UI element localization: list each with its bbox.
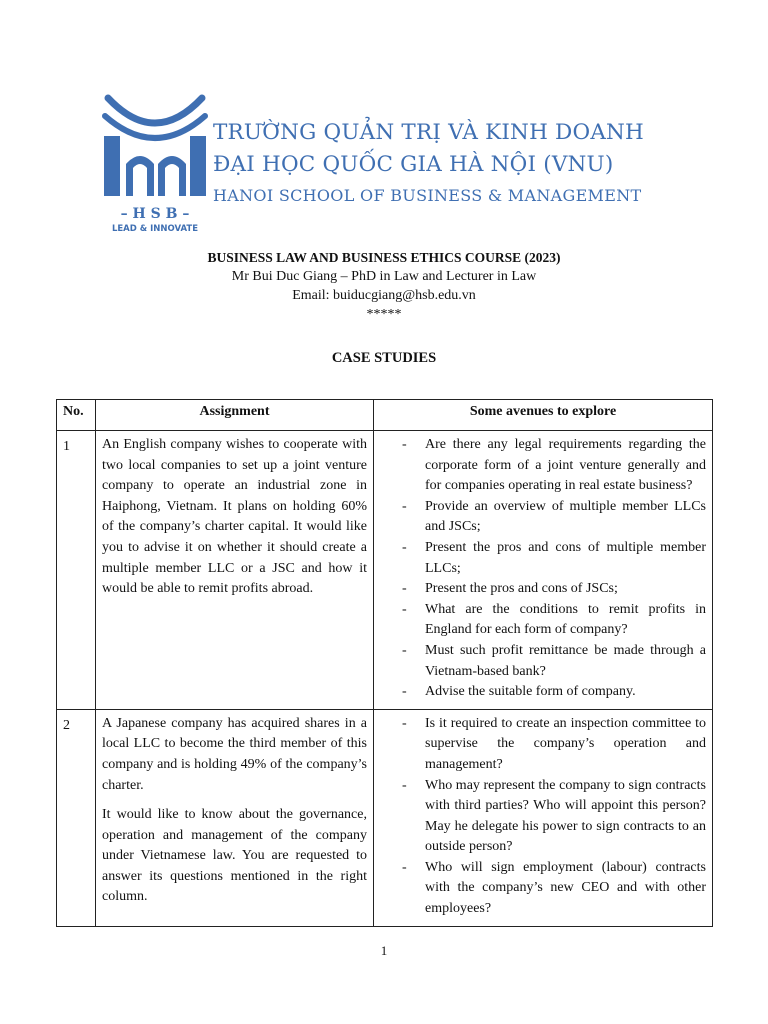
list-item: - Present the pros and cons of JSCs; — [382, 579, 706, 600]
course-header — [0, 248, 768, 324]
list-item: - Must such profit remittance be made through a Vietnam-based bank? — [382, 641, 706, 682]
separator: ***** — [366, 307, 402, 322]
assignment-cell — [96, 431, 374, 710]
list-item: - Advise the suitable form of company. — [382, 682, 706, 703]
table-header-row — [57, 400, 713, 431]
header-no: No. — [57, 400, 96, 431]
page-number: 1 — [380, 943, 388, 958]
avenues-list — [382, 435, 706, 703]
table-row — [57, 709, 713, 926]
list-item: - Present the pros and cons of multiple member LLCs; — [382, 538, 706, 579]
logo-tagline: LEAD & INNOVATE — [111, 224, 199, 234]
list-item: - What are the conditions to remit profits in England for each form of company? — [382, 600, 706, 641]
case-studies-table — [56, 399, 713, 927]
email-line: Email: buiducgiang@hsb.edu.vn — [292, 288, 476, 303]
school-name-vn-line2: ĐẠI HỌC QUỐC GIA HÀ NỘI (VNU) — [213, 152, 614, 177]
header-assignment: Assignment — [96, 400, 374, 431]
row-number: 2 — [57, 709, 96, 926]
header-avenues: Some avenues to explore — [374, 400, 713, 431]
avenues-cell — [374, 431, 713, 710]
logo-abbr: – H S B – — [120, 206, 190, 222]
assignment-paragraph: A Japanese company has acquired shares in a local LLC to become the third member of this company and is holding 49% of the company’s charter. — [102, 715, 367, 793]
avenues-cell — [374, 709, 713, 926]
course-title: BUSINESS LAW AND BUSINESS ETHICS COURSE (2023) — [207, 250, 561, 265]
table-row — [57, 431, 713, 710]
lecturer-line: Mr Bui Duc Giang – PhD in Law and Lecturer in Law — [231, 269, 537, 284]
assignment-cell — [96, 709, 374, 926]
hsb-logo-emblem — [100, 92, 210, 234]
list-item: - Are there any legal requirements regarding the corporate form of a joint venture generally and for companies operating in real estate business? — [382, 435, 706, 497]
assignment-paragraph: An English company wishes to cooperate with two local companies to set up a joint venture company to operate an industrial zone in Haiphong, Vietnam. It plans on holding 60% of the company’s charter capital. It would like you to advise it on whether it should create a multiple member LLC or a JSC and how it would be able to remit profits abroad. — [102, 437, 367, 597]
school-name-en: HANOI SCHOOL OF BUSINESS & MANAGEMENT — [213, 186, 642, 205]
list-item: - Who may represent the company to sign contracts with third parties? Who will appoint this person? May he delegate his power to sign contracts to an outside person? — [382, 776, 706, 858]
list-item: - Provide an overview of multiple member LLCs and JSCs; — [382, 497, 706, 538]
school-name — [213, 118, 644, 210]
school-name-vn-line1: TRƯỜNG QUẢN TRỊ VÀ KINH DOANH — [213, 120, 645, 145]
section-title: CASE STUDIES — [331, 350, 437, 366]
list-item: - Who will sign employment (labour) contracts with the company’s new CEO and with other employees? — [382, 858, 706, 920]
list-item: - Is it required to create an inspection committee to supervise the company’s operation and management? — [382, 714, 706, 776]
assignment-paragraph: It would like to know about the governance, operation and management of the company under Vietnamese law. You are requested to answer its questions mentioned in the right column. — [102, 807, 367, 905]
avenues-list — [382, 714, 706, 920]
row-number: 1 — [57, 431, 96, 710]
